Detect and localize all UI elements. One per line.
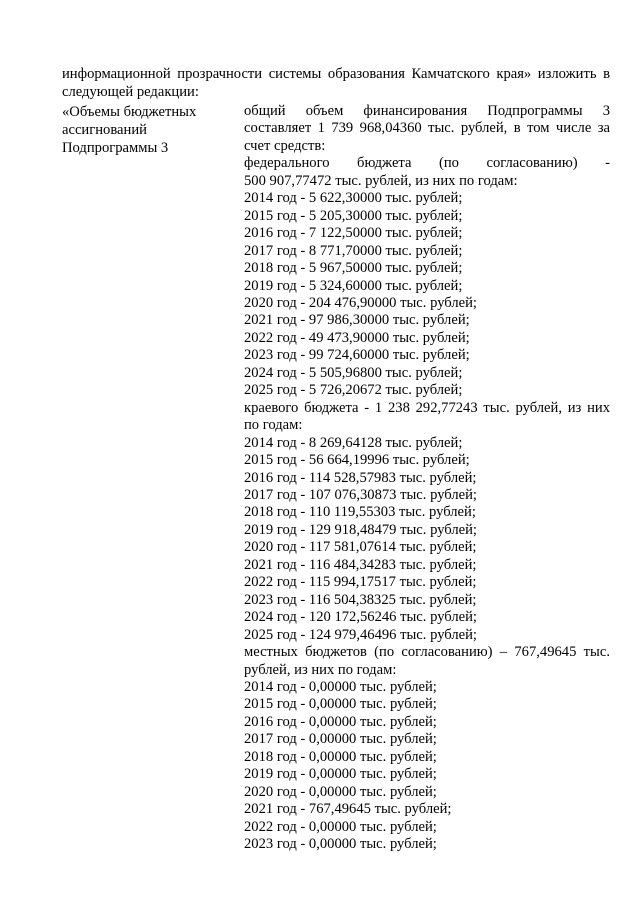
year-line: 2022 год - 0,00000 тыс. рублей;: [244, 818, 437, 835]
passport-value-cell: [244, 103, 610, 853]
year-line: 2017 год - 0,00000 тыс. рублей;: [244, 731, 437, 748]
local-line: рублей, из них по годам:: [244, 661, 397, 678]
passport-label-cell: [62, 103, 222, 157]
year-line: 2023 год - 116 504,38325 тыс. рублей;: [244, 591, 477, 608]
year-line: 2023 год - 99 724,60000 тыс. рублей;: [244, 347, 470, 364]
local-budget-block: [244, 644, 610, 853]
label-line: «Объемы бюджетных: [62, 104, 197, 120]
label-line: Подпрограммы 3: [62, 140, 169, 156]
year-line: 2014 год - 5 622,30000 тыс. рублей;: [244, 190, 463, 207]
year-line: 2019 год - 0,00000 тыс. рублей;: [244, 766, 437, 783]
federal-budget-block: [244, 155, 610, 399]
local-line: местных бюджетов (по согласованию) – 767,49645 тыс.: [244, 644, 610, 661]
total-line: составляет 1 739 968,04360 тыс. рублей, в том числе за: [244, 120, 610, 137]
year-line: 2023 год - 0,00000 тыс. рублей;: [244, 836, 437, 853]
year-line: 2014 год - 8 269,64128 тыс. рублей;: [244, 434, 463, 451]
year-line: 2022 год - 49 473,90000 тыс. рублей;: [244, 329, 470, 346]
year-line: 2018 год - 110 119,55303 тыс. рублей;: [244, 504, 476, 521]
year-line: 2020 год - 0,00000 тыс. рублей;: [244, 783, 437, 800]
federal-years-list: [244, 190, 610, 399]
year-line: 2017 год - 107 076,30873 тыс. рублей;: [244, 486, 477, 503]
year-line: 2021 год - 116 484,34283 тыс. рублей;: [244, 556, 477, 573]
local-years-list: [244, 679, 610, 854]
year-line: 2016 год - 114 528,57983 тыс. рублей;: [244, 469, 477, 486]
regional-line: по годам:: [244, 417, 303, 434]
year-line: 2021 год - 97 986,30000 тыс. рублей;: [244, 312, 470, 329]
intro-paragraph: [62, 65, 610, 101]
year-line: 2015 год - 0,00000 тыс. рублей;: [244, 696, 437, 713]
total-line: счет средств:: [244, 137, 326, 154]
label-line: ассигнований: [62, 122, 147, 138]
year-line: 2019 год - 5 324,60000 тыс. рублей;: [244, 277, 463, 294]
year-line: 2022 год - 115 994,17517 тыс. рублей;: [244, 574, 477, 591]
total-line: общий объем финансирования Подпрограммы 3: [244, 103, 610, 119]
year-line: 2016 год - 0,00000 тыс. рублей;: [244, 713, 437, 730]
year-line: 2018 год - 5 967,50000 тыс. рублей;: [244, 260, 463, 277]
year-line: 2024 год - 120 172,56246 тыс. рублей;: [244, 609, 477, 626]
year-line: 2016 год - 7 122,50000 тыс. рублей;: [244, 225, 463, 242]
year-line: 2015 год - 5 205,30000 тыс. рублей;: [244, 207, 463, 224]
intro-line: информационной прозрачности системы образования Камчатского края» изложить в: [62, 66, 610, 82]
regional-line: краевого бюджета - 1 238 292,77243 тыс. рублей, из них: [244, 399, 610, 416]
regional-budget-block: [244, 400, 610, 644]
federal-line: 500 907,77472 тыс. рублей, из них по годам:: [244, 172, 518, 189]
year-line: 2019 год - 129 918,48479 тыс. рублей;: [244, 521, 477, 538]
year-line: 2017 год - 8 771,70000 тыс. рублей;: [244, 242, 463, 259]
federal-line: федерального бюджета (по согласованию) -: [244, 155, 610, 172]
regional-years-list: [244, 435, 610, 644]
year-line: 2020 год - 117 581,07614 тыс. рублей;: [244, 539, 477, 556]
year-line: 2018 год - 0,00000 тыс. рублей;: [244, 748, 437, 765]
year-line: 2021 год - 767,49645 тыс. рублей;: [244, 801, 452, 818]
year-line: 2025 год - 5 726,20672 тыс. рублей;: [244, 382, 463, 399]
intro-line: следующей редакции:: [62, 84, 199, 100]
total-funding-block: [244, 103, 610, 155]
year-line: 2025 год - 124 979,46496 тыс. рублей;: [244, 626, 477, 643]
year-line: 2020 год - 204 476,90000 тыс. рублей;: [244, 294, 477, 311]
year-line: 2024 год - 5 505,96800 тыс. рублей;: [244, 364, 463, 381]
year-line: 2014 год - 0,00000 тыс. рублей;: [244, 678, 437, 695]
year-line: 2015 год - 56 664,19996 тыс. рублей;: [244, 452, 470, 469]
